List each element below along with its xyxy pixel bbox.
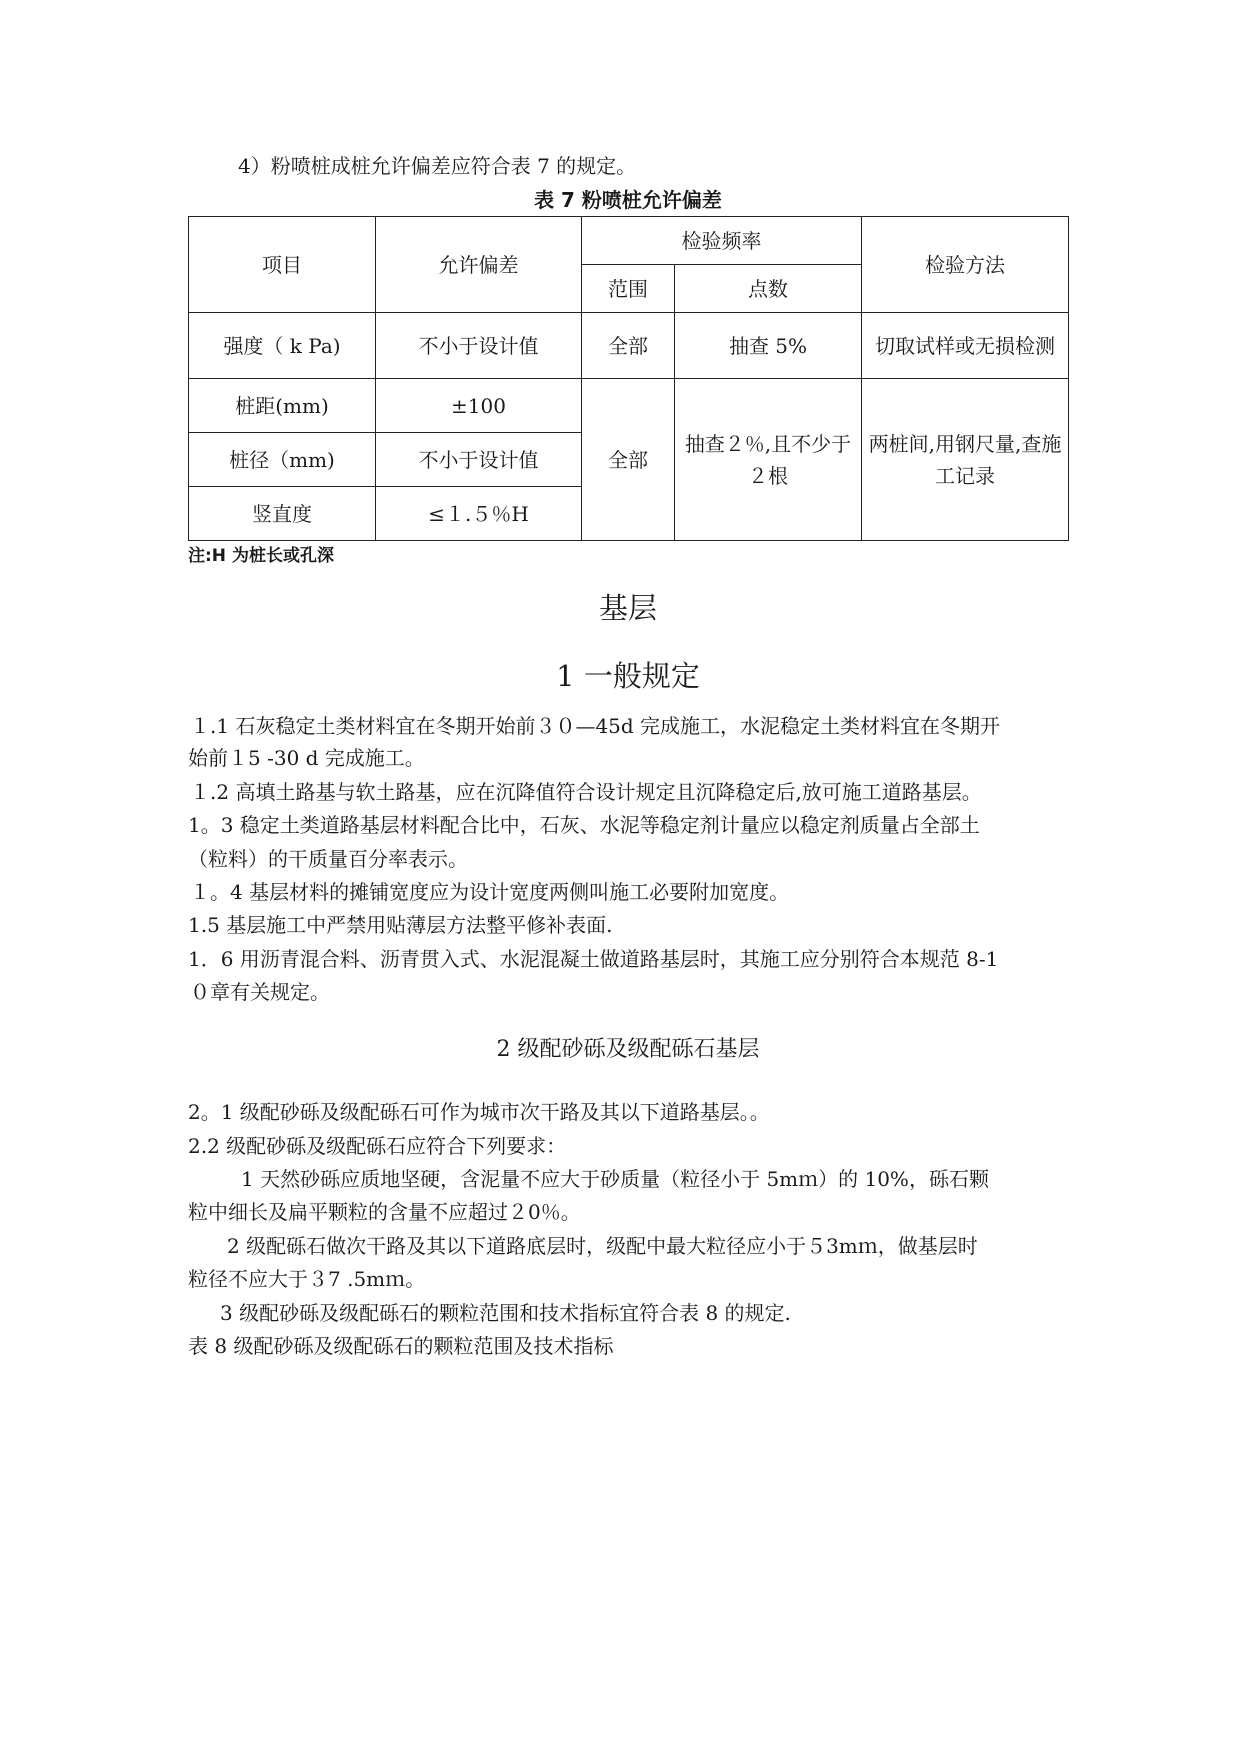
body-line: 1。3 稳定土类道路基层材料配合比中，石灰、水泥等稳定剂计量应以稳定剂质量占全部土 — [188, 813, 980, 837]
header-frequency: 检验频率 — [582, 217, 862, 265]
body-line: 3 级配砂砾及级配砾石的颗粒范围和技术指标宜符合表 8 的规定. — [220, 1301, 791, 1325]
body-line: 2.2 级配砂砾及级配砾石应符合下列要求： — [188, 1134, 567, 1158]
cell-item: 强度（ k Pa) — [189, 313, 376, 379]
header-points: 点数 — [675, 265, 862, 313]
body-line: 1.5 基层施工中严禁用贴薄层方法整平修补表面. — [188, 913, 613, 937]
chapter-2-title: 2 级配砂砾及级配砾石基层 — [496, 1037, 760, 1062]
cell-points-merged: 抽查２％,且不少于２根 — [675, 379, 862, 541]
body-line: （粒料）的干质量百分率表示。 — [188, 847, 468, 871]
table-7-note: 注:H 为桩长或孔深 — [188, 546, 334, 566]
table-7-caption: 表 7 粉喷桩允许偏差 — [534, 188, 722, 212]
body-line: 始前１5 -30 d 完成施工。 — [188, 746, 425, 770]
body-line: 粒中细长及扁平颗粒的含量不应超过２0％。 — [188, 1200, 581, 1224]
header-item: 项目 — [189, 217, 376, 313]
cell-method: 切取试样或无损检测 — [862, 313, 1069, 379]
header-tolerance: 允许偏差 — [376, 217, 582, 313]
cell-tolerance: ±100 — [376, 379, 582, 433]
cell-range: 全部 — [582, 313, 675, 379]
intro-line: 4）粉喷桩成桩允许偏差应符合表 7 的规定。 — [238, 154, 637, 178]
body-line: 2。1 级配砂砾及级配砾石可作为城市次干路及其以下道路基层。。 — [188, 1100, 770, 1124]
body-line: ０章有关规定。 — [190, 980, 330, 1004]
table-row — [189, 313, 1069, 379]
cell-range-merged: 全部 — [582, 379, 675, 541]
body-line: 2 级配砾石做次干路及其以下道路底层时，级配中最大粒径应小于５3mｍ，做基层时 — [227, 1234, 978, 1258]
body-line: １.1 石灰稳定土类材料宜在冬期开始前３０—45d 完成施工，水泥稳定土类材料宜在冬期开 — [190, 714, 1001, 738]
table-header-row — [189, 217, 1069, 265]
chapter-1-title: 1 一般规定 — [556, 659, 700, 693]
cell-tolerance: 不小于设计值 — [376, 313, 582, 379]
cell-item: 竖直度 — [189, 487, 376, 541]
cell-item: 桩距(mm) — [189, 379, 376, 433]
body-line: １.2 高填土路基与软土路基，应在沉降值符合设计规定且沉降稳定后,放可施工道路基层。 — [190, 780, 982, 804]
cell-tolerance: 不小于设计值 — [376, 433, 582, 487]
header-range: 范围 — [582, 265, 675, 313]
section-title: 基层 — [598, 591, 657, 625]
header-method: 检验方法 — [862, 217, 1069, 313]
cell-tolerance: ≤１.５％H — [376, 487, 582, 541]
table-7 — [188, 216, 1069, 541]
cell-method-merged: 两桩间,用钢尺量,查施工记录 — [862, 379, 1069, 541]
body-line: １。4 基层材料的摊铺宽度应为设计宽度两侧叫施工必要附加宽度。 — [190, 880, 790, 904]
table-row — [189, 379, 1069, 433]
cell-item: 桩径（mm) — [189, 433, 376, 487]
body-line: 1．6 用沥青混合料、沥青贯入式、水泥混凝土做道路基层时，其施工应分别符合本规范 8-1 — [188, 947, 999, 971]
body-line: 1 天然砂砾应质地坚硬，含泥量不应大于砂质量（粒径小于 5mｍ）的 10%，砾石颗 — [241, 1167, 989, 1191]
body-line: 粒径不应大于３7 .5mｍ。 — [188, 1267, 426, 1291]
cell-points: 抽查 5% — [675, 313, 862, 379]
table-8-caption: 表 8 级配砂砾及级配砾石的颗粒范围及技术指标 — [188, 1334, 614, 1358]
